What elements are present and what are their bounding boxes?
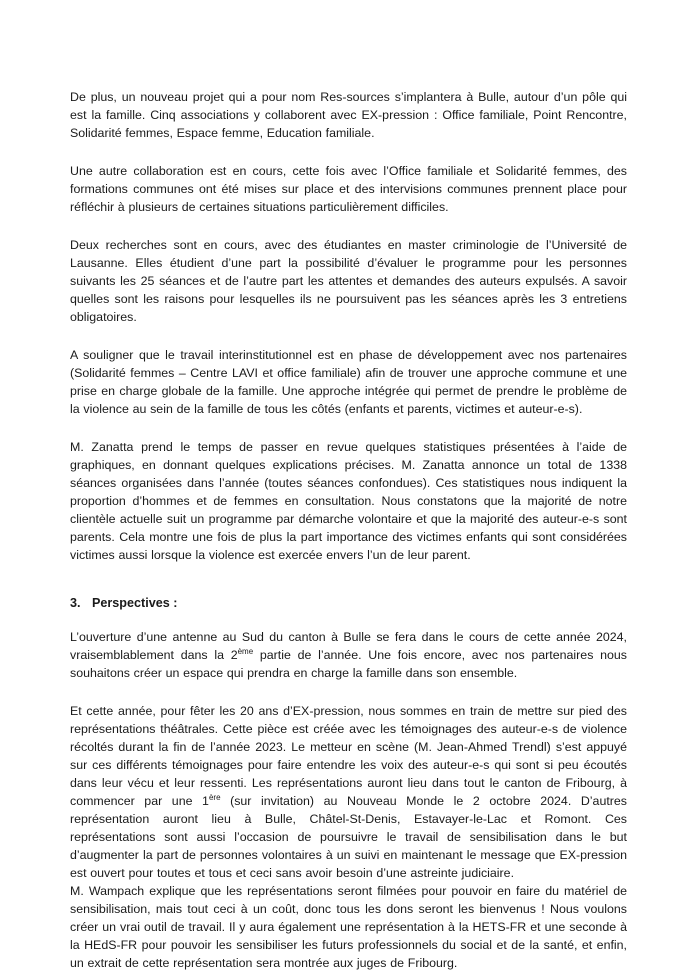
paragraph-interinstitutional: A souligner que le travail interinstitutionnel est en phase de développement avec nos partenaires (Solidarité femmes – Centre LAVI et office familiale) afin de trouver une approche commune et une prise en charge globale de la famille. Une approche intégrée qui permet de prendre le problème de la violence au sein de la famille de tous les côtés (enfants et parents, victimes et auteur-e-s). bbox=[70, 348, 627, 416]
paragraph-research: Deux recherches sont en cours, avec des étudiantes en master criminologie de l’Université de Lausanne. Elles étudient d’une part la possibilité d’évaluer le programme pour les personnes suivants les 25 séances et de l’autre part les attentes et demandes des auteurs expulsés. A savoir quelles sont les raisons pour lesquelles ils ne poursuivent pas les séances après les 3 entretiens obligatoires. bbox=[70, 238, 627, 324]
text-segment: Et cette année, pour fêter les 20 ans d’EX-pression, nous sommes en train de mettre sur pied des représentations théâtrales. Cette pièce est créée avec les témoignages des auteur-e-s de violence récoltés durant la fin de l’année 2023. Le metteur en scène (M. Jean-Ahmed Trendl) s’est appuyé sur ces différents témoignages pour faire entendre les voix des auteur-e-s qui sont si peu écoutés dans leur vécu et leur ressenti. Les représentations auront lieu dans tout le canton de Fribourg, à commencer par une 1 bbox=[70, 704, 627, 808]
text-segment: partie de l’année. Une fois encore, avec nos partenaires nous souhaitons créer un espace qui prendra en charge la famille dans son ensemble. bbox=[70, 648, 627, 680]
section-heading-perspectives bbox=[70, 594, 627, 612]
paragraph-collaboration: Une autre collaboration est en cours, cette fois avec l’Office familiale et Solidarité femmes, des formations communes ont été mises sur place et des intervisions communes prennent place pour réfléchir à plusieurs de certaines situations particulièrement difficiles. bbox=[70, 164, 627, 214]
text-segment: (sur invitation) au Nouveau Monde le 2 octobre 2024. D’autres représentation auront lieu à Bulle, Châtel-St-Denis, Estavayer-le-Lac et Romont. Ces représentations sont aussi l’occasion de poursuivre le travail de sensibilisation dans le but d’augmenter la part de personnes volontaires à un suivi en maintenant le message que EX-pression est ouvert pour toutes et tous et ceci sans avoir besoin d’une astreinte judiciaire. bbox=[70, 794, 627, 880]
paragraph-antenne-bulle bbox=[70, 628, 627, 682]
superscript: ème bbox=[237, 646, 254, 656]
paragraph-theatre bbox=[70, 702, 627, 882]
section-number: 3. bbox=[70, 596, 81, 610]
paragraph-statistics: M. Zanatta prend le temps de passer en revue quelques statistiques présentées à l’aide de graphiques, en donnant quelques explications précises. M. Zanatta annonce un total de 1338 séances organisées dans l’année (toutes séances confondues). Ces statistiques nous indiquent la proportion d’hommes et de femmes en consultation. Nous constatons que la majorité de notre clientèle actuelle suit un programme par démarche volontaire et que la majorité des auteur-e-s sont parents. Cela montre une fois de plus la part importance des victimes enfants qui sont considérées victimes aussi lorsque la violence est exercée envers l’un de leur parent. bbox=[70, 440, 627, 562]
paragraph-filming: M. Wampach explique que les représentations seront filmées pour pouvoir en faire du matériel de sensibilisation, mais tout ceci à un coût, donc tous les dons seront les bienvenus ! Nous voulons créer un vrai outil de travail. Il y aura également une représentation à la HETS-FR et une seconde à la HEdS-FR pour pouvoir les sensibiliser les futurs professionnels du social et de la santé, et enfin, un extrait de cette représentation sera montrée aux juges de Fribourg. bbox=[70, 884, 627, 970]
section-title: Perspectives : bbox=[92, 596, 178, 610]
text-segment: L’ouverture d’une antenne au Sud du canton à Bulle se fera dans le cours de cette année 2024, vraisemblablement dans la 2 bbox=[70, 630, 627, 662]
paragraph-res-sources: De plus, un nouveau projet qui a pour nom Res-sources s’implantera à Bulle, autour d’un pôle qui est la famille. Cinq associations y collaborent avec EX-pression : Office familiale, Point Rencontre, Solidarité femmes, Espace femme, Education familiale. bbox=[70, 90, 627, 140]
superscript: ère bbox=[208, 792, 221, 802]
